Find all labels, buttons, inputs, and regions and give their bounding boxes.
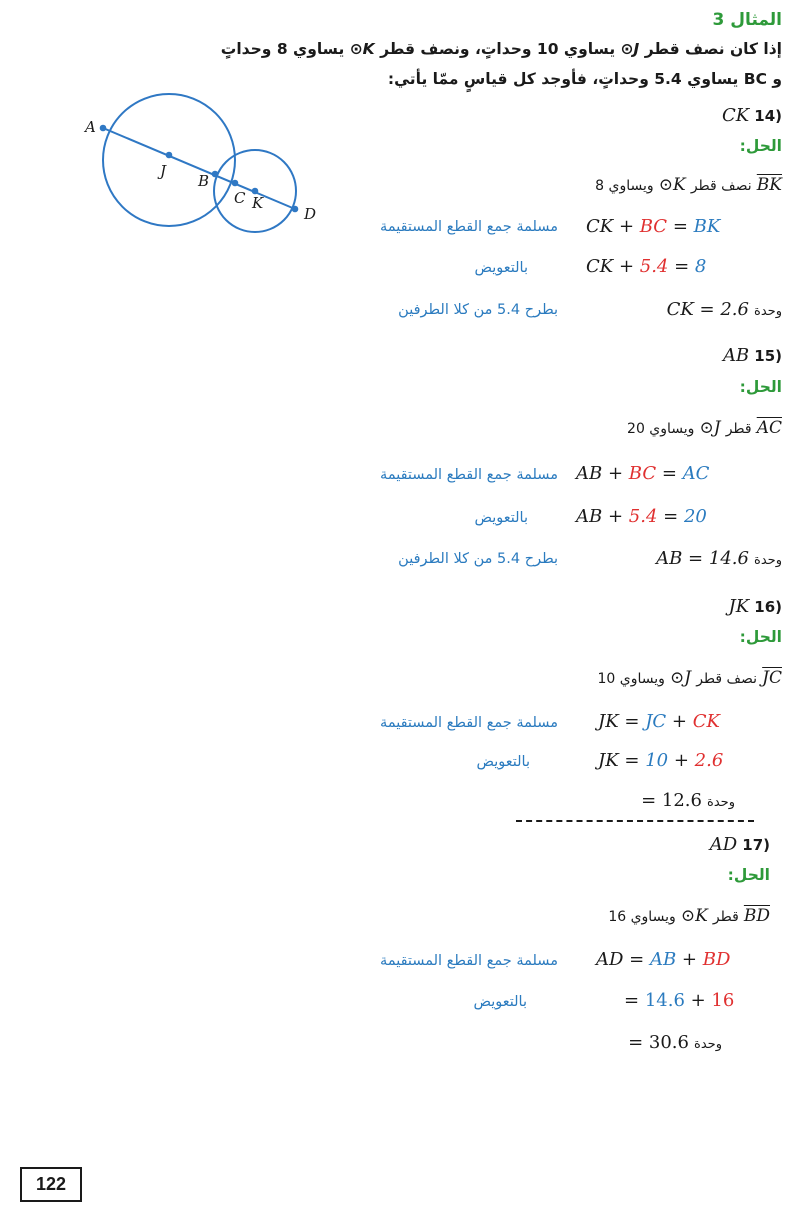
given-text-a: نصف قطر — [690, 178, 752, 194]
result-line: وحدة CK = 2.6 — [666, 299, 782, 320]
step-reason: بالتعويض — [474, 510, 528, 526]
label-j: J — [160, 162, 167, 180]
step-reason: مسلمة جمع القطع المستقيمة — [380, 467, 558, 483]
step-reason: بالتعويض — [473, 994, 527, 1010]
equation-line: AB + 5.4 = 20 — [576, 506, 707, 527]
given-line: JC نصف قطر ⊙J ويساوي 10 — [597, 668, 782, 688]
given-line: BD قطر ⊙K ويساوي 16 — [608, 906, 770, 926]
label-c: C — [234, 189, 246, 207]
point-j — [166, 152, 173, 159]
solution-label: الحل: — [739, 137, 782, 155]
equation-line: CK + BC = BK — [586, 216, 721, 237]
problem-15-heading: (15 AB — [722, 345, 782, 366]
equation-line: AD = AB + BD — [596, 949, 731, 970]
step-reason: بطرح 5.4 من كلا الطرفين — [398, 551, 558, 567]
circle-k-symbol: ⊙K — [349, 40, 375, 58]
intro-text-b: يساوي 10 وحداتٍ، ونصف قطر — [380, 40, 616, 58]
solution-label: الحل: — [739, 628, 782, 646]
point-c — [232, 180, 239, 187]
equation-line: = 14.6 + 16 — [624, 990, 735, 1011]
intro-line-1 — [221, 40, 782, 58]
label-k: K — [252, 194, 264, 212]
label-d: D — [304, 205, 317, 223]
solution-label: الحل: — [739, 378, 782, 396]
equation-line: JK = JC + CK — [598, 711, 720, 732]
step-reason: بالتعويض — [476, 754, 530, 770]
result-line: وحدة = 30.6 — [628, 1032, 722, 1053]
point-b — [212, 171, 219, 178]
problem-16-heading: (16 JK — [728, 596, 782, 617]
given-segment: BK — [756, 175, 782, 195]
label-b: B — [198, 172, 210, 190]
step-reason: مسلمة جمع القطع المستقيمة — [380, 219, 558, 235]
equation-line: CK + 5.4 = 8 — [586, 256, 707, 277]
problem-target: CK — [721, 105, 750, 126]
circle-j-symbol: ⊙J — [620, 40, 640, 58]
given-circle: ⊙K — [658, 175, 686, 195]
circle-j — [103, 94, 235, 226]
page-number: 122 — [20, 1167, 82, 1202]
circles-figure — [70, 82, 330, 242]
example-title: المثال 3 — [712, 10, 782, 30]
given-line: AC قطر ⊙J ويساوي 20 — [627, 418, 782, 438]
solution-label: الحل: — [727, 866, 770, 884]
result-line: وحدة AB = 14.6 — [656, 548, 782, 569]
given-text-b: ويساوي 8 — [595, 178, 654, 194]
equation-line: AB + BC = AC — [576, 463, 710, 484]
diameter-line — [103, 128, 295, 209]
step-reason: بالتعويض — [474, 260, 528, 276]
intro-line-2: و BC يساوي 5.4 وحداتٍ، فأوجد كل قياسٍ ممّا يأتي: — [387, 70, 782, 88]
equation-line: JK = 10 + 2.6 — [598, 750, 724, 771]
step-reason: مسلمة جمع القطع المستقيمة — [380, 953, 558, 969]
problem-17-heading: (17 AD — [709, 834, 770, 855]
point-d — [292, 206, 299, 213]
intro-text-a: إذا كان نصف قطر — [644, 40, 782, 58]
problem-14-heading — [722, 105, 782, 126]
section-divider — [516, 820, 754, 822]
step-reason: مسلمة جمع القطع المستقيمة — [380, 715, 558, 731]
intro-text-c: يساوي 8 وحداتٍ — [220, 40, 345, 58]
step-reason: بطرح 5.4 من كلا الطرفين — [398, 302, 558, 318]
given-line — [595, 175, 782, 195]
point-a — [100, 125, 107, 132]
label-a: A — [85, 118, 96, 136]
problem-number: (14 — [754, 107, 782, 125]
result-line: وحدة = 12.6 — [641, 790, 735, 811]
